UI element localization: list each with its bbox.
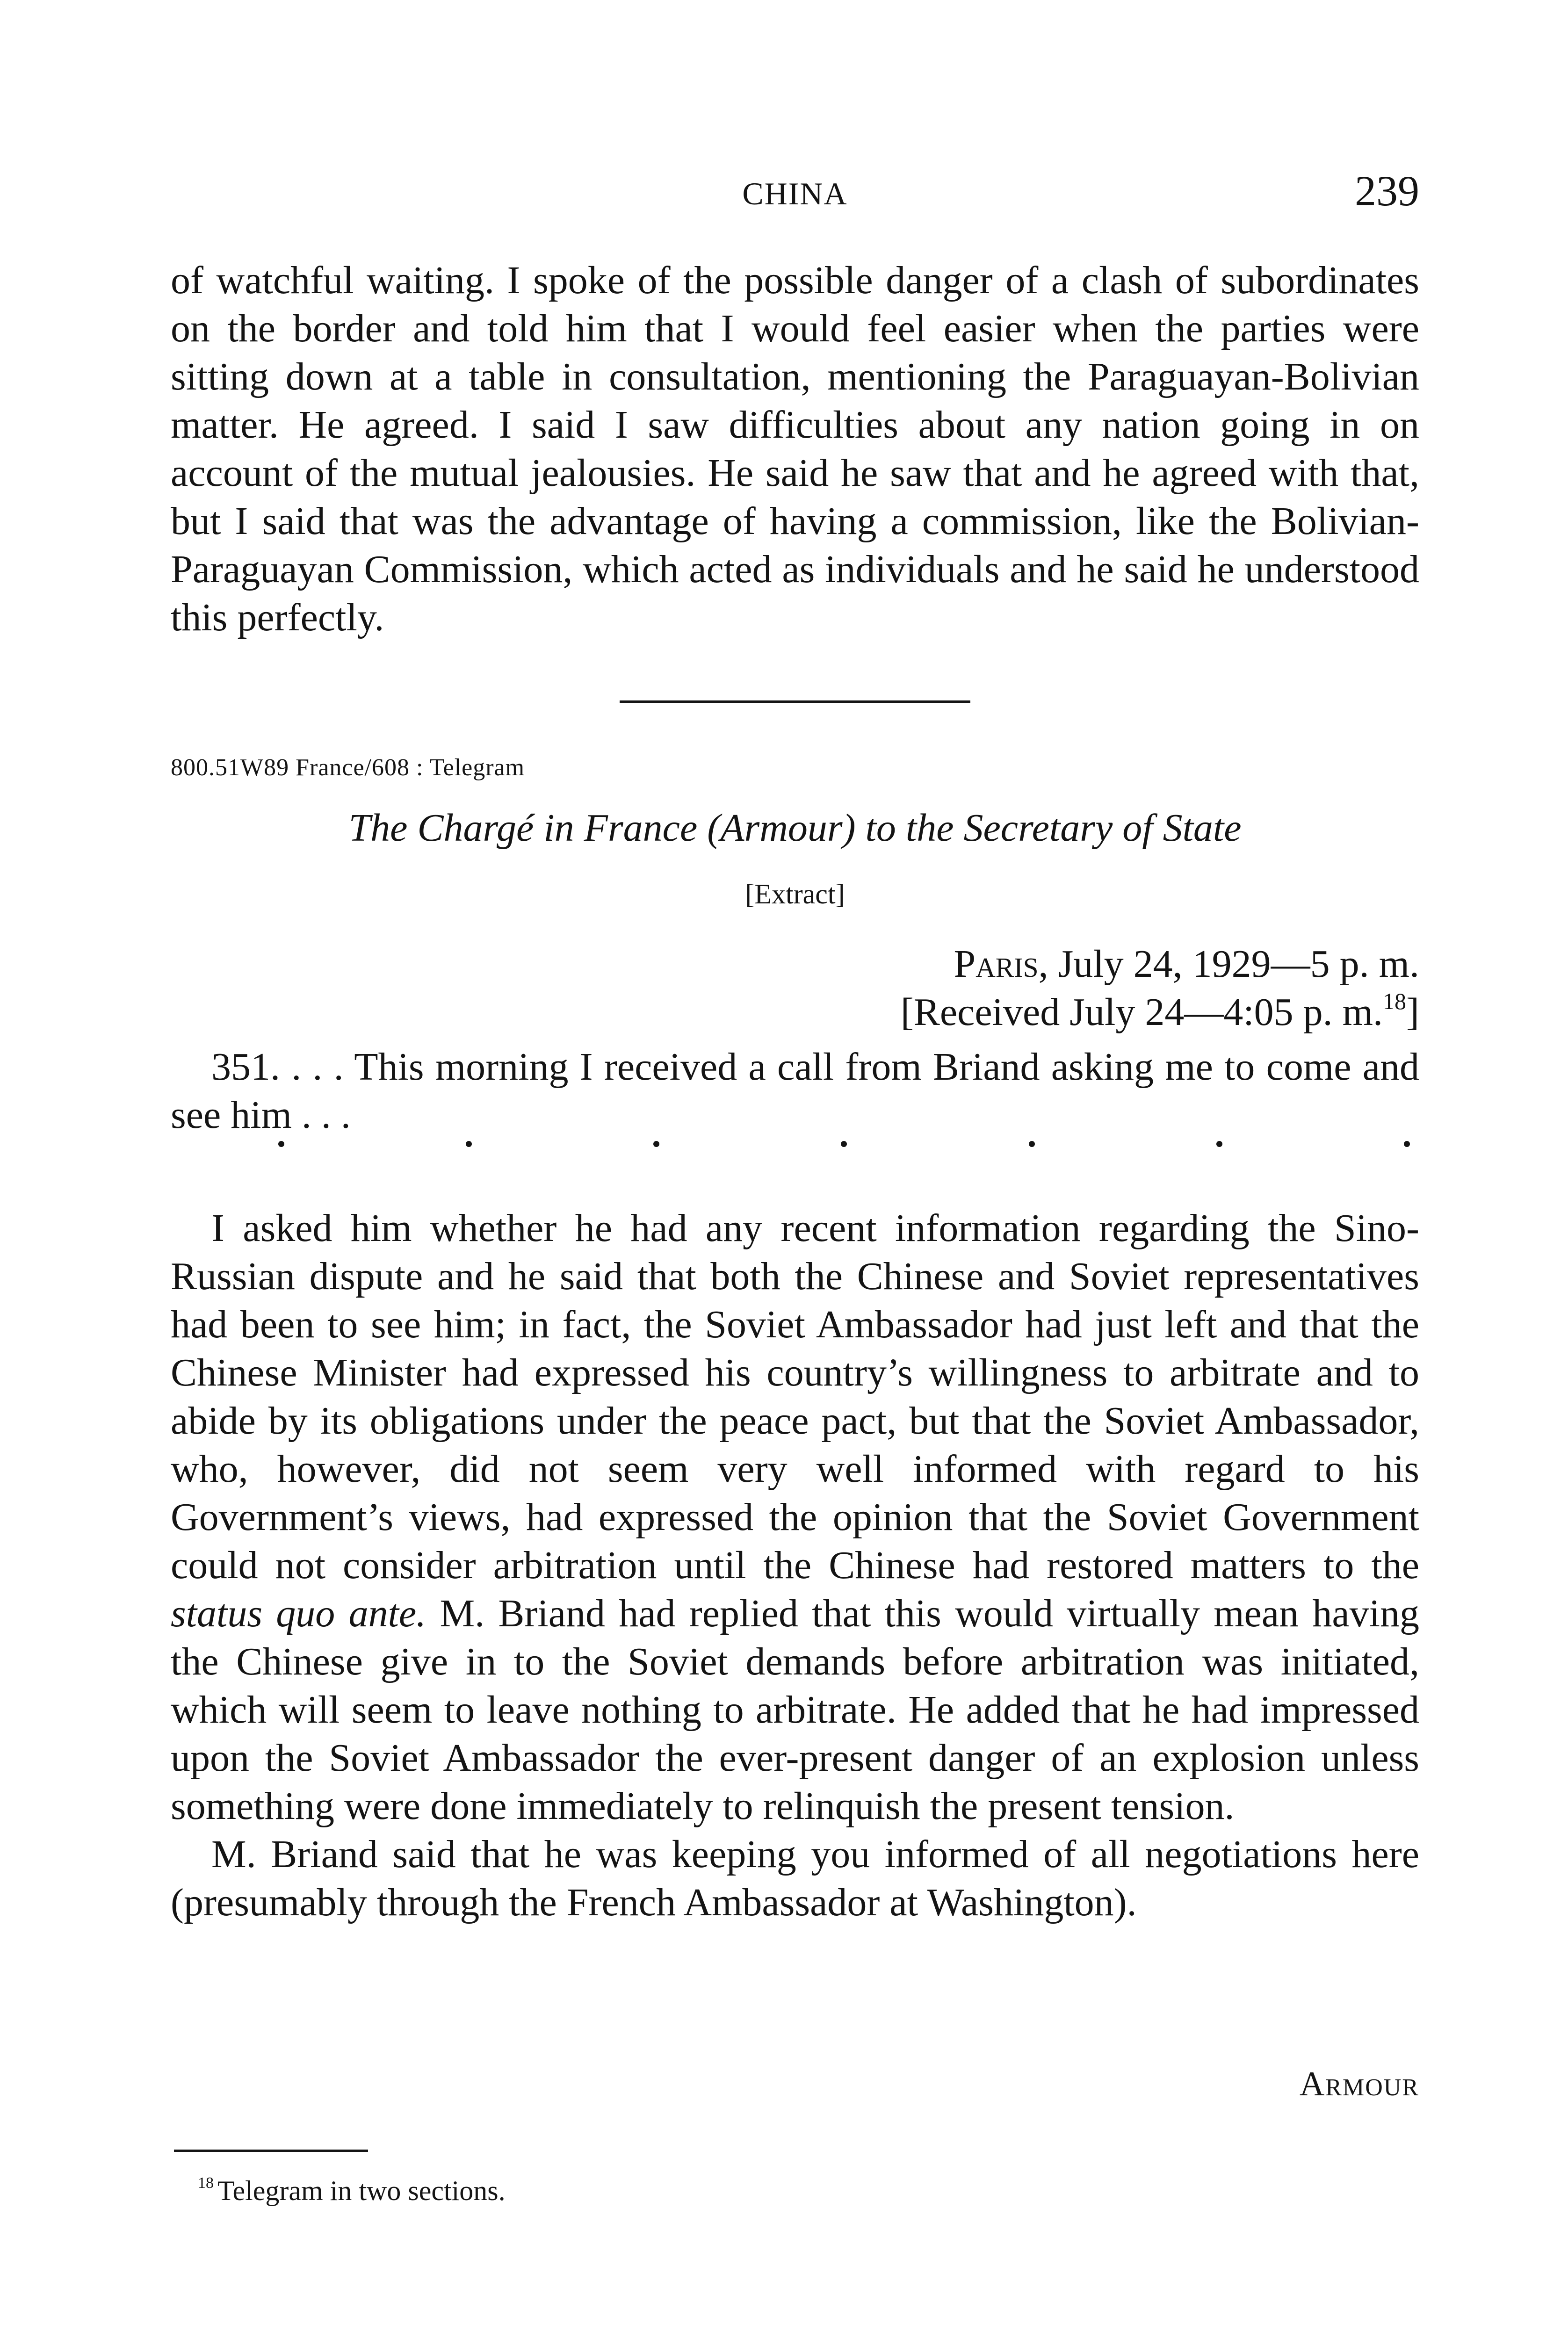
dateline-date: July 24, 1929—5 p. m. [1048, 942, 1419, 986]
footnote-text: Telegram in two sections. [217, 2175, 506, 2206]
footnote-divider [174, 2150, 368, 2152]
footnote-mark: 18 [198, 2174, 214, 2192]
omission-dot [278, 1141, 284, 1147]
dateline-received [901, 988, 1419, 1036]
section-divider [620, 700, 970, 703]
document-title: The Chargé in France (Armour) to the Secretary of State [348, 806, 1242, 850]
received-text: [Received July 24—4:05 p. m. [900, 990, 1383, 1034]
footnote [198, 2174, 506, 2207]
omission-dot [1404, 1141, 1410, 1147]
opening-text: 351. . . . This morning I received a call from Briand asking me to come and see him . . . [171, 1045, 1419, 1137]
body-paragraph-final: M. Briand said that he was keeping you informed of all negotiations here (presumably through the French Ambassador at Washington). [171, 1833, 1419, 1924]
file-reference: 800.51W89 France/608 : Telegram [171, 754, 525, 781]
signature: Armour [1299, 2065, 1419, 2103]
body-paragraph [171, 1204, 1419, 1830]
body-text-continued: M. Briand had replied that this would virtually mean having the Chinese give in to the Soviet demands before arbitration was initiated, which will seem to leave nothing to arbitrate. He added that he had impressed upon the Soviet Ambassador the ever-present danger of an explosion unless something were done immediately to relinquish the present tension. [171, 1592, 1419, 1828]
dateline [901, 940, 1419, 1036]
omission-dot [466, 1141, 472, 1147]
running-header [171, 166, 1419, 217]
omission-dot [1029, 1141, 1035, 1147]
received-close: ] [1406, 990, 1419, 1034]
telegram-opening [171, 1043, 1419, 1139]
body-text: I asked him whether he had any recent information regarding the Sino-Russian dispute and he said that both the Chinese and Soviet representatives had been to see him; in fact, the Soviet Ambassador had just left and that the Chinese Minister had expressed his country’s willingness to arbitrate and to abide by its obligations under the peace pact, but that the Soviet Ambassador, who, however, did not seem very well informed with regard to his Government’s views, had expressed the opinion that the Soviet Government could not consider arbitration until the Chinese had restored matters to the [171, 1206, 1419, 1587]
running-title: CHINA [742, 176, 848, 211]
latin-phrase: status quo ante. [171, 1592, 426, 1635]
continued-paragraph [171, 256, 1419, 642]
omission-dot [653, 1141, 659, 1147]
paragraph-text: of watchful waiting. I spoke of the possible danger of a clash of subordinates on the border and told him that I would feel easier when the parties were sitting down at a table in consultation, mentioning the Paraguayan-Bolivian matter. He agreed. I said I saw difficulties about any nation going in on account of the mutual jealousies. He said he saw that and he agreed with that, but I said that was the advantage of having a commission, like the Bolivian-Paraguayan Commission, which acted as individuals and he said he understood this perfectly. [171, 259, 1419, 639]
omission-dot [1216, 1141, 1222, 1147]
extract-note: [Extract] [745, 879, 845, 909]
dateline-place: Paris, [954, 942, 1048, 986]
omission-dots [171, 1141, 1419, 1147]
page-number: 239 [1355, 167, 1419, 215]
footnote-reference: 18 [1383, 988, 1407, 1014]
dateline-sent [901, 940, 1419, 988]
omission-dot [841, 1141, 847, 1147]
telegram-body [171, 1204, 1419, 1927]
